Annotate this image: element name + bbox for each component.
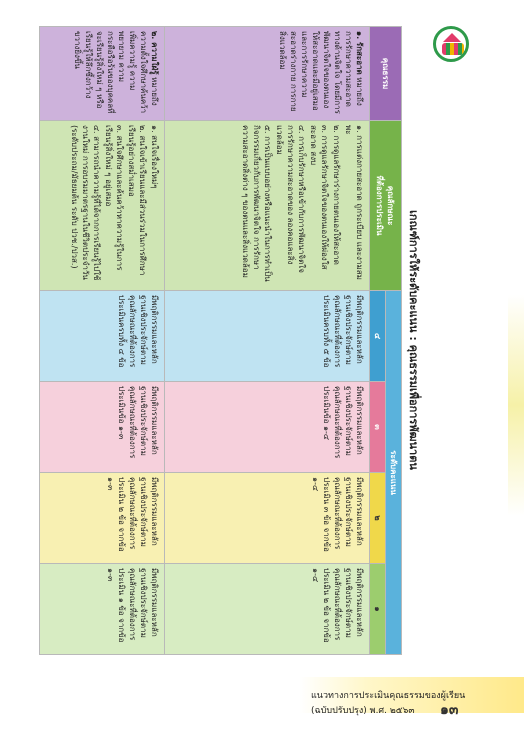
level-3-cell: มีพฤติกรรมและหลักฐานเชิงประจักษ์ตามคุณลักษณะที่ต้องการประเมินข้อ ๑-๓ <box>40 382 165 473</box>
level-3-cell: มีพฤติกรรมและหลักฐานเชิงประจักษ์ตามคุณลักษณะที่ต้องการประเมินข้อ ๑-๔ <box>165 382 370 473</box>
footer-edition: (ฉบับปรับปรุง) พ.ศ. ๒๕๖๓ <box>311 706 415 716</box>
header-level-4: ๔ <box>370 291 386 382</box>
attribute-item: ๒. สนใจเข้าเรียนและมีส่วนร่วมในการศึกษา เรียนรู้อย่างสม่ำเสมอ <box>127 125 147 276</box>
attribute-cell <box>40 121 165 291</box>
attribute-item: ๕. การเป็นแบบอย่างหรือแนะนำในการทำเป็นกิจกรรมเกี่ยวกับการพัฒนาจิตใจ การรักษาความสะอาดสิ่งต่าง ๆ ของตนและสิ่งแวดล้อม <box>241 125 272 282</box>
level-4-cell: มีพฤติกรรมและหลักฐานเชิงประจักษ์ตามคุณลักษณะที่ต้องการประเมินครบทั้ง ๕ ข้อ <box>165 291 370 382</box>
header-level-1: ๑ <box>370 564 386 655</box>
attribute-item: ๒. การดูแลรักษาร่างกายตนเองให้สะอาด <box>332 125 341 265</box>
logo-figures-shape <box>442 43 464 55</box>
attribute-item: ๑. การแต่งกายสะอาด ถูกระเบียบ และงามสมพะ <box>344 125 364 280</box>
attribute-cell <box>165 121 370 291</box>
header-row-top <box>386 27 402 655</box>
header-attributes-line1: คุณลักษณะ <box>386 185 396 226</box>
level-2-cell: มีพฤติกรรมและหลักฐานเชิงประจักษ์ตามคุณลักษณะที่ต้องการประเมิน ๓ ข้อ จากข้อ ๑-๔ <box>165 473 370 564</box>
page-number: ๑๓ <box>440 702 459 718</box>
level-4-cell: มีพฤติกรรมและหลักฐานเชิงประจักษ์ตามคุณลักษณะที่ต้องการประเมินครบทั้ง ๔ ข้อ <box>40 291 165 382</box>
header-level-3: ๓ <box>370 382 386 473</box>
attribute-item: ๔. สามารถนำความรู้ที่ได้จากการเรียนรู้ไปใช้งานใหม่ การอบรมมาตรฐานในชีวิตประจำวัน (ระดับประถม/มัธยมต้น ระดับ ปวช./ปวส.) <box>70 125 101 281</box>
rotated-document <box>47 26 422 654</box>
header-attributes <box>370 121 402 291</box>
table-row <box>40 27 165 655</box>
header-level-group: ระดับคะแนน <box>386 291 402 655</box>
level-1-cell: มีพฤติกรรมและหลักฐานเชิงประจักษ์ตามคุณลักษณะที่ต้องการประเมิน ๒ ข้อ จากข้อ ๑-๔ <box>165 564 370 655</box>
header-level-2: ๒ <box>370 473 386 564</box>
virtue-name: ๒. ความใฝ่รู้ <box>150 31 159 75</box>
rubric-table <box>39 26 402 655</box>
attribute-item: ๔. การเก็บรักษาหรือเข้ากับการพัฒนาจิตใจ การรักษาความสะอาดของ ลองคอและสิ่งแวดล้อม <box>275 125 306 273</box>
header-virtue: คุณธรรม <box>370 27 402 121</box>
virtue-name: ๑. รักสะอาด <box>355 31 364 75</box>
attribute-item: ๓. สนใจศึกษาและค้นคว้าหาความรู้ในการเรียนรู้สิ่งใหม่ ๆ อยู่เสมอ <box>104 125 124 271</box>
page-edge-decoration <box>508 0 524 737</box>
attribute-item: ๑. สนใจเรื่องใหม่ๆ <box>150 125 159 189</box>
attribute-item: ๓. การดูแลรักษาจิตใจของตนเองให้ผ่องใส สะอาด สงบ <box>309 125 329 270</box>
virtue-description: หมายถึง ความตั้งใจศึกษาค้นคว้าเพิ่มความรู้ ความพยายาม ความกระตือรือร้นของบุคคลที่จะเรียนรู้สิ่งใหม่ ๆ หรือเรียนรู้ให้ลึกซึ้งกว้างขวางยิ่งขึ้น <box>73 31 159 114</box>
header-attributes-line2: ที่ต้องการประเมิน <box>375 175 385 236</box>
table-row <box>165 27 370 655</box>
virtue-description: หมายถึง การรักษาความสะอาดทางด้านจิตใจ โดยมีการพัฒนาจิตใจของตนเองให้สะอาดและมีอยู่เสมอ และการรักษาความสะอาดร่างกาย การกายสิ่งแวดล้อม <box>278 31 364 114</box>
virtue-cell <box>40 27 165 121</box>
logo-roof-shape <box>443 33 461 42</box>
footer-publication-title: แนวทางการประเมินคุณธรรมของผู้เรียน <box>311 691 466 701</box>
level-2-cell: มีพฤติกรรมและหลักฐานเชิงประจักษ์ตามคุณลักษณะที่ต้องการประเมิน ๒ ข้อ จากข้อ ๑-๓ <box>40 473 165 564</box>
virtue-cell <box>165 27 370 121</box>
school-logo-icon <box>433 26 469 62</box>
level-1-cell: มีพฤติกรรมและหลักฐานเชิงประจักษ์ตามคุณลักษณะที่ต้องการประเมิน ๑ ข้อ จากข้อ ๑-๓ <box>40 564 165 655</box>
page-title: เกณฑ์การให้ระดับคะแนน : คุณธรรมเพื่อการพัฒนาตน <box>407 210 420 470</box>
